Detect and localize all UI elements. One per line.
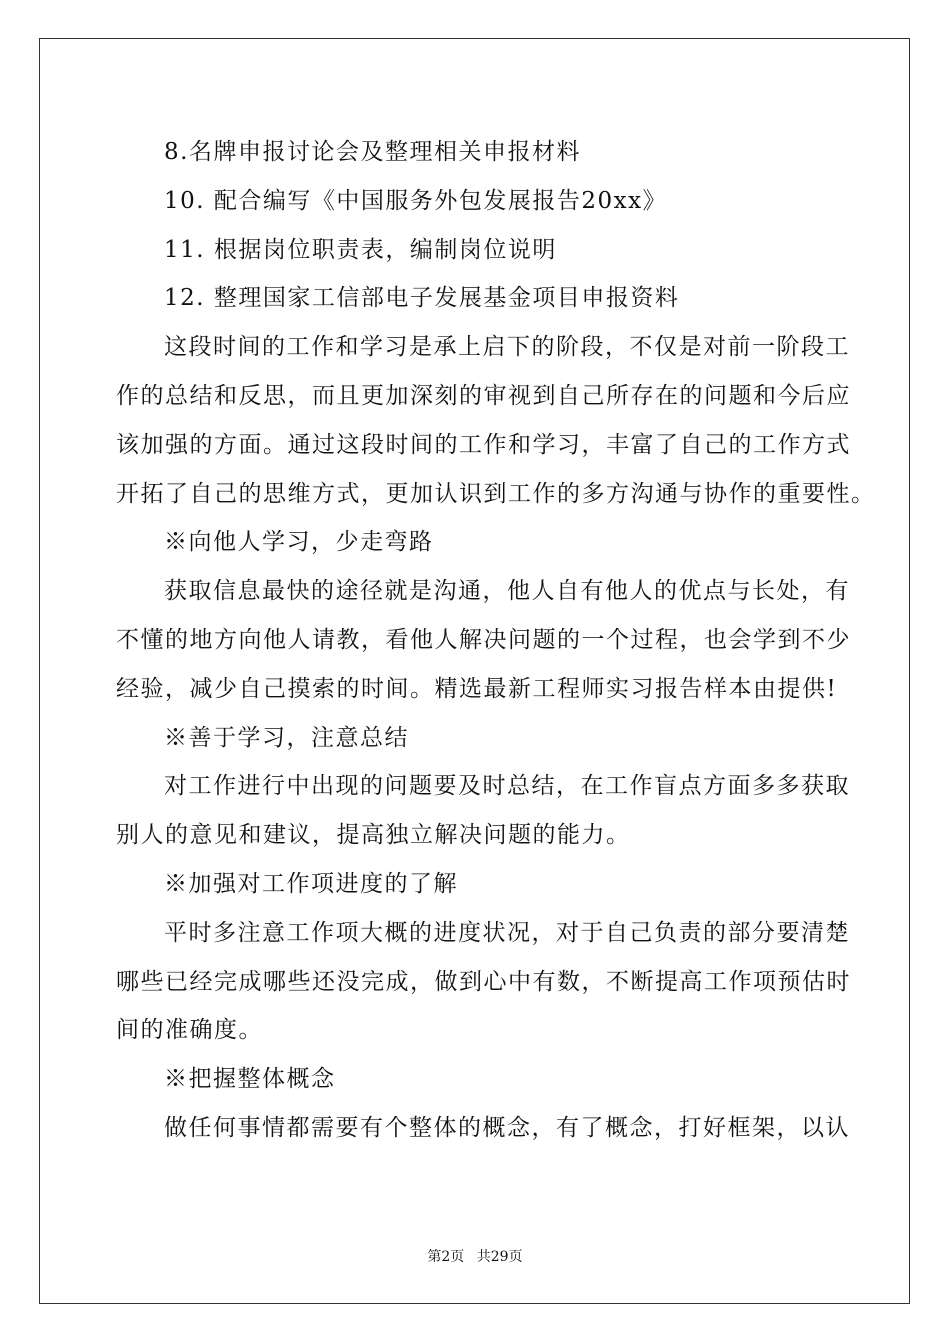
paragraph-line: 作的总结和反思，而且更加深刻的审视到自己所存在的问题和今后应	[116, 382, 851, 409]
paragraph-line: 该加强的方面。通过这段时间的工作和学习，丰富了自己的工作方式	[116, 431, 851, 458]
paragraph-line: 做任何事情都需要有个整体的概念，有了概念，打好框架，以认	[164, 1114, 850, 1141]
section-heading: ※把握整体概念	[164, 1066, 336, 1093]
list-item: 10. 配合编写《中国服务外包发展报告20xx》	[164, 187, 668, 214]
paragraph-line: 获取信息最快的途径就是沟通，他人自有他人的优点与长处，有	[164, 578, 850, 605]
paragraph-line: 哪些已经完成哪些还没完成，做到心中有数，不断提高工作项预估时	[116, 968, 851, 995]
paragraph-line: 经验，减少自己摸索的时间。精选最新工程师实习报告样本由提供!	[116, 675, 838, 702]
paragraph-line: 平时多注意工作项大概的进度状况，对于自己负责的部分要清楚	[164, 919, 850, 946]
page-number: 第2页	[427, 1249, 465, 1265]
section-heading: ※加强对工作项进度的了解	[164, 870, 458, 897]
section-heading: ※向他人学习，少走弯路	[164, 529, 434, 556]
document-body	[116, 128, 876, 1153]
list-item: 11. 根据岗位职责表，编制岗位说明	[164, 236, 557, 263]
paragraph-line: 对工作进行中出现的问题要及时总结，在工作盲点方面多多获取	[164, 773, 850, 800]
section-heading: ※善于学习，注意总结	[164, 724, 409, 751]
list-item: 8.名牌申报讨论会及整理相关申报材料	[164, 139, 581, 165]
page-footer	[0, 1246, 950, 1266]
paragraph-line: 这段时间的工作和学习是承上启下的阶段，不仅是对前一阶段工	[164, 334, 850, 361]
paragraph-line: 不懂的地方向他人请教，看他人解决问题的一个过程，也会学到不少	[116, 626, 851, 653]
list-item: 12. 整理国家工信部电子发展基金项目申报资料	[164, 285, 680, 312]
page-total: 共29页	[476, 1249, 523, 1265]
paragraph-line: 开拓了自己的思维方式，更加认识到工作的多方沟通与协作的重要性。	[116, 480, 876, 507]
paragraph-line: 间的准确度。	[116, 1017, 263, 1044]
paragraph-line: 别人的意见和建议，提高独立解决问题的能力。	[116, 822, 631, 849]
